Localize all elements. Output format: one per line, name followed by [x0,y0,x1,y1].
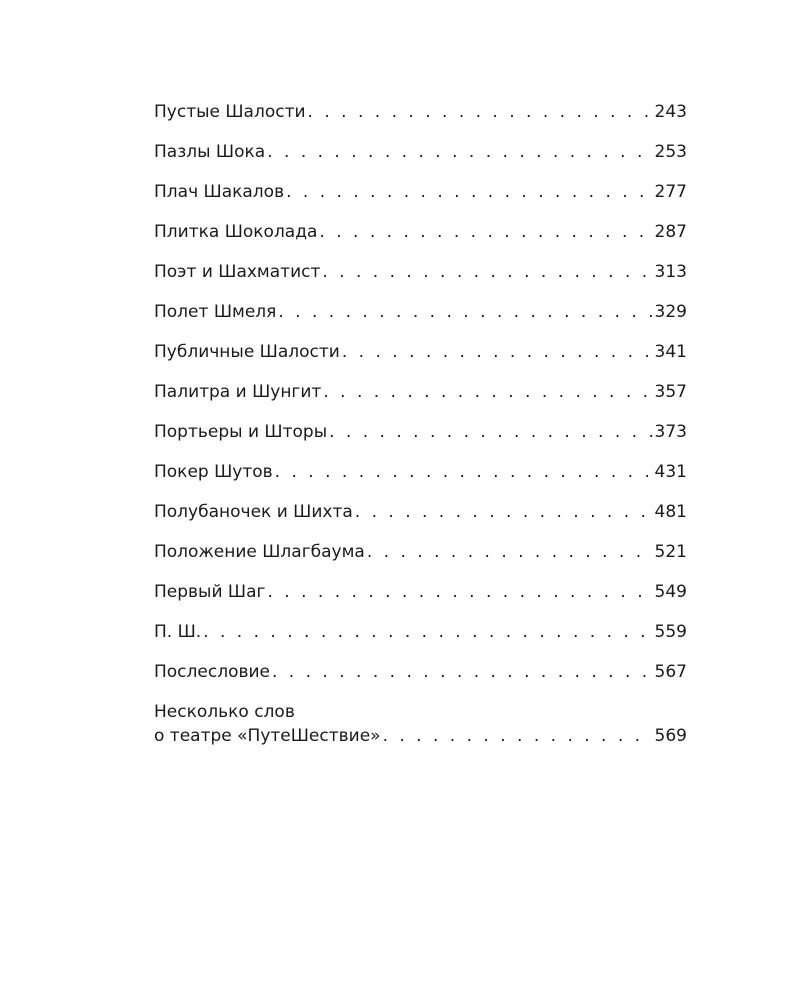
toc-entry[interactable] [154,420,687,460]
toc-entry-title: Покер Шутов [154,462,273,482]
dot-leader [322,260,652,284]
toc-entry-page: 253 [654,142,687,162]
toc-entry[interactable] [154,180,687,220]
toc-entry-title-line2: о театре «ПутеШествие» [154,726,381,746]
toc-entry-title: Первый Шаг [154,582,266,602]
dot-leader [272,660,653,684]
dot-leader [286,180,652,204]
toc-entry-page: 431 [654,462,687,482]
toc-entry[interactable] [154,300,687,340]
toc-entry-page: 569 [654,726,687,746]
toc-entry[interactable] [154,140,687,180]
table-of-contents [154,100,687,748]
dot-leader [278,300,652,324]
toc-entry[interactable] [154,660,687,700]
dot-leader [329,420,652,444]
toc-entry-page: 329 [654,302,687,322]
dot-leader [367,540,653,564]
toc-entry-title: Плитка Шоколада [154,222,318,242]
toc-entry-page: 277 [654,182,687,202]
toc-entry-page: 243 [654,102,687,122]
toc-entry-title: Поэт и Шахматист [154,262,321,282]
toc-entry-title: Положение Шлагбаума [154,542,365,562]
toc-entry-last[interactable] [154,700,687,748]
dot-leader [323,380,652,404]
toc-entry[interactable] [154,580,687,620]
toc-entry[interactable] [154,100,687,140]
toc-entry-title: Пустые Шалости [154,102,306,122]
toc-entry-title: Пазлы Шока [154,142,266,162]
dot-leader [275,460,653,484]
toc-entry-title: Полет Шмеля [154,302,277,322]
dot-leader [267,580,652,604]
dot-leader [355,500,653,524]
toc-entry[interactable] [154,340,687,380]
toc-entry-title: Послесловие [154,662,270,682]
toc-entry[interactable] [154,620,687,660]
toc-entry-title: Публичные Шалости [154,342,340,362]
toc-entry-page: 521 [654,542,687,562]
toc-entry-page: 373 [654,422,687,442]
toc-entry-page: 567 [654,662,687,682]
toc-entry-title: Полубаночек и Шихта [154,502,353,522]
toc-entry-page: 549 [654,582,687,602]
dot-leader [203,620,652,644]
toc-entry[interactable] [154,380,687,420]
toc-entry[interactable] [154,500,687,540]
toc-entry-line2 [154,724,687,748]
toc-entry-title: П. Ш. [154,622,202,642]
toc-entry[interactable] [154,220,687,260]
toc-entry-page: 357 [654,382,687,402]
dot-leader [267,140,652,164]
dot-leader [342,340,653,364]
toc-entry-title: Плач Шакалов [154,182,285,202]
toc-entry-page: 287 [654,222,687,242]
dot-leader [383,724,653,748]
toc-entry-page: 313 [654,262,687,282]
toc-entry-title: Портьеры и Шторы [154,422,328,442]
toc-entry-page: 559 [654,622,687,642]
toc-entry[interactable] [154,460,687,500]
toc-entry[interactable] [154,540,687,580]
dot-leader [319,220,652,244]
toc-entry-title: Палитра и Шунгит [154,382,322,402]
toc-entry-page: 481 [654,502,687,522]
dot-leader [308,100,653,124]
toc-entry-title-line1: Несколько слов [154,702,295,722]
toc-entry[interactable] [154,260,687,300]
toc-entry-page: 341 [654,342,687,362]
